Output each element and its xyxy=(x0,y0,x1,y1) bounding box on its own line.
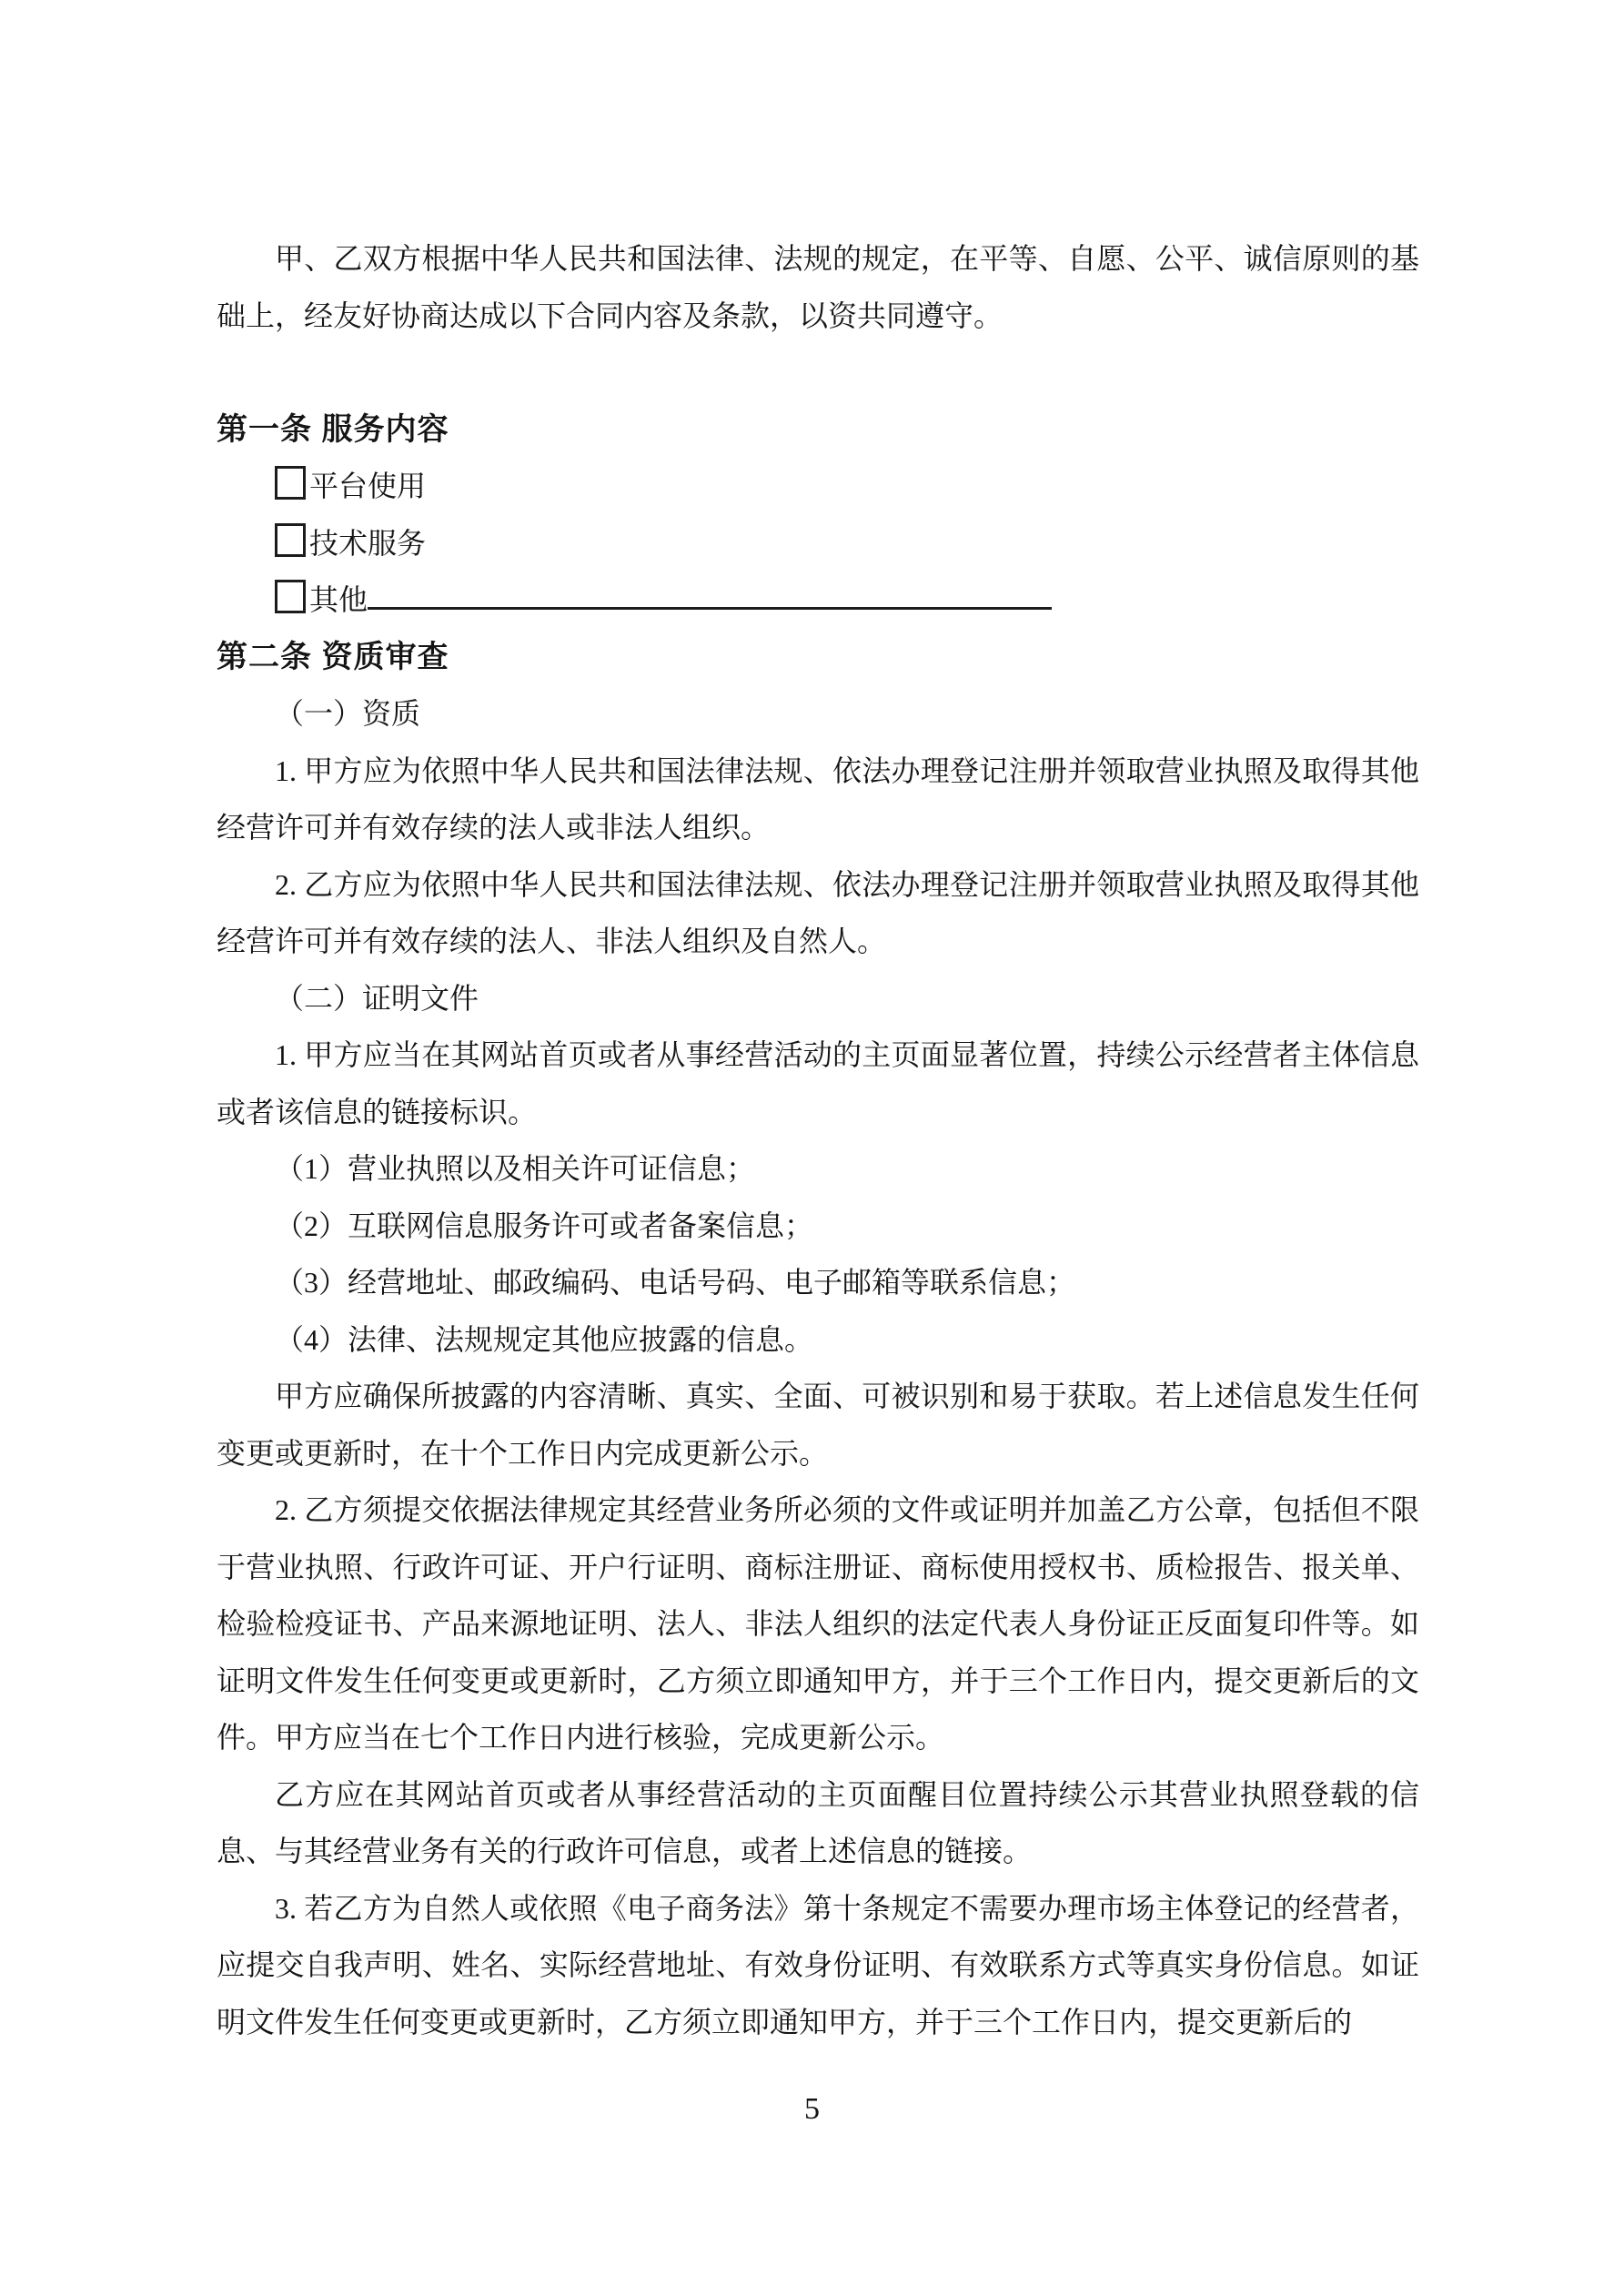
option-row-technical-service xyxy=(217,515,1419,572)
part-1-item-2: 2. 乙方应为依照中华人民共和国法律法规、依法办理登记注册并领取营业执照及取得其他经营许可并有效存续的法人、非法人组织及自然人。 xyxy=(217,867,1419,957)
part-2-item-1-list-3: （3）经营地址、邮政编码、电话号码、电子邮箱等联系信息； xyxy=(275,1266,1076,1299)
part-2-item-1-list-1: （1）营业执照以及相关许可证信息； xyxy=(275,1152,756,1185)
checkbox-technical-service[interactable] xyxy=(275,523,306,557)
blank-line xyxy=(217,344,1419,401)
part-2-item-2: 2. 乙方须提交依据法律规定其经营业务所必须的文件或证明并加盖乙方公章，包括但不限于营业执照、行政许可证、开户行证明、商标注册证、商标使用授权书、质检报告、报关单、检验检疫证书、产品来源地证明、法人、非法人组织的法定代表人身份证正反面复印件等。如证明文件发生任何变更或更新时，乙方须立即通知甲方，并于三个工作日内，提交更新后的文件。甲方应当在七个工作日内进行核验，完成更新公示。 xyxy=(217,1493,1419,1754)
part-2-item-2-note: 乙方应在其网站首页或者从事经营活动的主页面醒目位置持续公示其营业执照登载的信息、与其经营业务有关的行政许可信息，或者上述信息的链接。 xyxy=(217,1777,1419,1867)
option-row-platform-use xyxy=(217,458,1419,515)
page-number: 5 xyxy=(804,2092,820,2126)
part-2-item-3: 3. 若乙方为自然人或依照《电子商务法》第十条规定不需要办理市场主体登记的经营者，应提交自我声明、姓名、实际经营地址、有效身份证明、有效联系方式等真实身份信息。如证明文件发生任何变更或更新时，乙方须立即通知甲方，并于三个工作日内，提交更新后的 xyxy=(217,1891,1419,2038)
option-label-other: 其他 xyxy=(309,583,368,616)
intro-paragraph: 甲、乙双方根据中华人民共和国法律、法规的规定，在平等、自愿、公平、诚信原则的基础上，经友好协商达成以下合同内容及条款，以资共同遵守。 xyxy=(217,242,1419,332)
checkbox-platform-use[interactable] xyxy=(275,466,306,500)
part-2-item-1-note: 甲方应确保所披露的内容清晰、真实、全面、可被识别和易于获取。若上述信息发生任何变更或更新时，在十个工作日内完成更新公示。 xyxy=(217,1380,1419,1470)
option-row-other xyxy=(217,571,1419,629)
article-1-heading: 第一条 服务内容 xyxy=(217,411,449,447)
part-1-item-1: 1. 甲方应为依照中华人民共和国法律法规、依法办理登记注册并领取营业执照及取得其他经营许可并有效存续的法人或非法人组织。 xyxy=(217,754,1419,844)
document-body xyxy=(217,230,1419,2050)
other-fill-in-line[interactable] xyxy=(368,576,1052,610)
option-label-platform-use: 平台使用 xyxy=(309,470,427,502)
part-2-item-1-list-2: （2）互联网信息服务许可或者备案信息； xyxy=(275,1209,814,1242)
article-2-heading: 第二条 资质审查 xyxy=(217,639,449,674)
option-label-technical-service: 技术服务 xyxy=(309,526,427,560)
part-2-item-1-list-4: （4）法律、法规规定其他应披露的信息。 xyxy=(275,1322,814,1356)
article-2-part-2-title: （二）证明文件 xyxy=(275,981,479,1015)
part-2-item-1: 1. 甲方应当在其网站首页或者从事经营活动的主页面显著位置，持续公示经营者主体信息或者该信息的链接标识。 xyxy=(217,1038,1419,1128)
checkbox-other[interactable] xyxy=(275,580,306,613)
article-2-part-1-title: （一）资质 xyxy=(275,697,421,730)
